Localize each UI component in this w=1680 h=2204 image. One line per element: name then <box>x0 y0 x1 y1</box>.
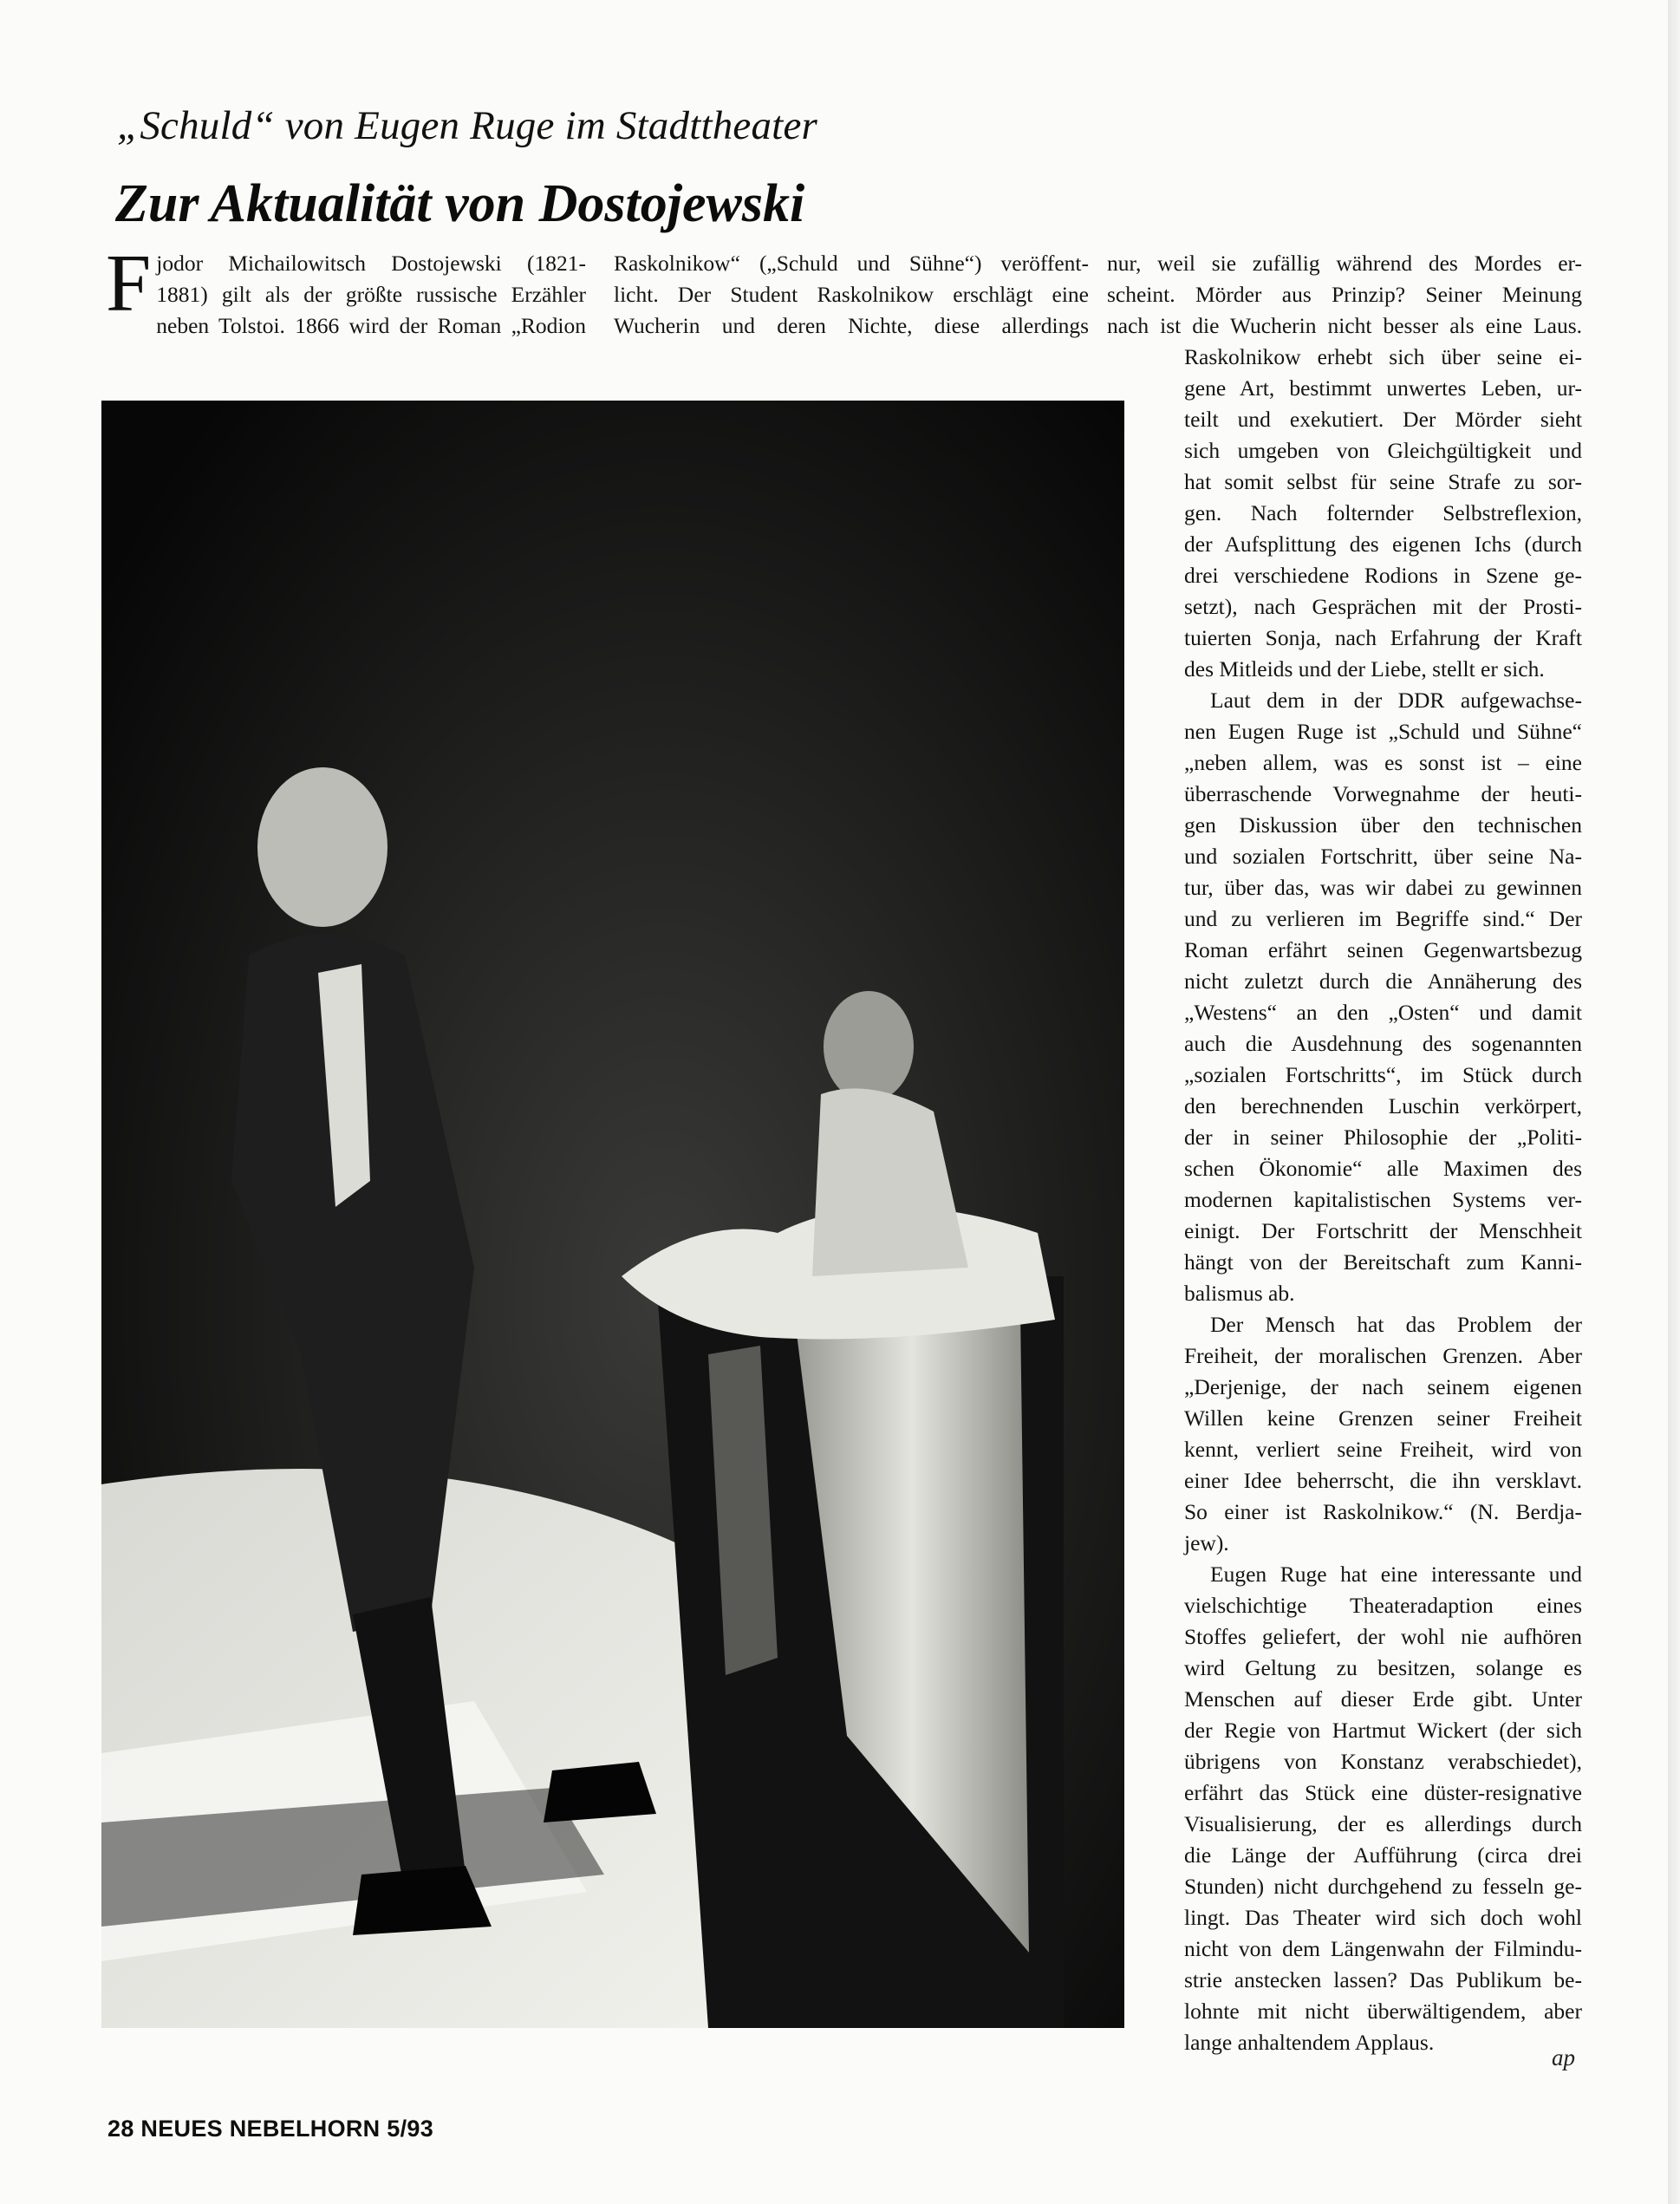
text-line: den berechnenden Luschin verkörpert, <box>1184 1093 1582 1118</box>
text-line: Der Mensch hat das Problem der <box>1210 1312 1582 1337</box>
text-line: Raskolnikow erhebt sich über seine ei- <box>1184 344 1582 369</box>
text-line: tuierten Sonja, nach Erfahrung der Kraft <box>1184 625 1582 650</box>
text-line: wird Geltung zu besitzen, solange es <box>1184 1655 1582 1680</box>
text-line: scheint. Mörder aus Prinzip? Seiner Meinung <box>1107 282 1582 307</box>
text-line: nen Eugen Ruge ist „Schuld und Sühne“ <box>1184 719 1582 744</box>
text-line: gen Diskussion über den technischen <box>1184 812 1582 838</box>
text-line: Stoffes geliefert, der wohl nie aufhören <box>1184 1624 1582 1649</box>
text-line: schen Ökonomie“ alle Maximen des <box>1184 1156 1582 1181</box>
text-line: 1881) gilt als der größte russische Erzähler <box>156 282 586 307</box>
text-line: und sozialen Fortschritt, über seine Na- <box>1184 844 1582 869</box>
text-line: und zu verlieren im Begriffe sind.“ Der <box>1184 906 1582 931</box>
text-line: neben Tolstoi. 1866 wird der Roman „Rodion <box>156 313 586 338</box>
text-line: modernen kapitalistischen Systems ver- <box>1184 1187 1582 1212</box>
text-line: lingt. Das Theater wird sich doch wohl <box>1184 1905 1582 1930</box>
text-line: einigt. Der Fortschritt der Menschheit <box>1184 1218 1582 1243</box>
text-line: jew). <box>1184 1530 1229 1555</box>
text-line: Visualisierung, der es allerdings durch <box>1184 1811 1582 1836</box>
text-line: nicht von dem Längenwahn der Filmindu- <box>1184 1936 1582 1961</box>
text-line: licht. Der Student Raskolnikow erschlägt eine <box>614 282 1089 307</box>
article-headline: Zur Aktualität von Dostojewski <box>115 174 805 233</box>
text-line: der in seiner Philosophie der „Politi- <box>1184 1125 1582 1150</box>
text-line: nach ist die Wucherin nicht besser als eine Laus. <box>1107 313 1582 338</box>
intro-column-2 <box>614 248 1089 342</box>
text-line: nur, weil sie zufällig während des Mordes er- <box>1107 251 1582 276</box>
page-footer: 28 NEUES NEBELHORN 5/93 <box>107 2116 434 2142</box>
text-line: kennt, verliert seine Freiheit, wird von <box>1184 1437 1582 1462</box>
text-line: drei verschiedene Rodions in Szene ge- <box>1184 563 1582 588</box>
text-line: Laut dem in der DDR aufgewachse- <box>1210 688 1582 713</box>
page-edge <box>1668 0 1680 2204</box>
stage-photo-icon <box>101 401 1124 2028</box>
text-line: Stunden) nicht durchgehend zu fesseln ge- <box>1184 1874 1582 1899</box>
text-line: der Regie von Hartmut Wickert (der sich <box>1184 1718 1582 1743</box>
intro-column-1 <box>106 238 586 342</box>
text-line: jodor Michailowitsch Dostojewski (1821- <box>156 251 586 276</box>
text-line: So einer ist Raskolnikow.“ (N. Berdja- <box>1184 1499 1582 1524</box>
text-line: lange anhaltendem Applaus. <box>1184 2030 1435 2055</box>
text-line: übrigens von Konstanz verabschiedet), <box>1184 1749 1582 1774</box>
text-line: auch die Ausdehnung des sogenannten <box>1184 1031 1582 1056</box>
text-line: „Derjenige, der nach seinem eigenen <box>1184 1374 1582 1399</box>
text-line: vielschichtige Theateradaption eines <box>1184 1593 1582 1618</box>
text-line: „Westens“ an den „Osten“ und damit <box>1184 1000 1582 1025</box>
text-line: Eugen Ruge hat eine interessante und <box>1210 1562 1582 1587</box>
text-line: strie anstecken lassen? Das Publikum be- <box>1184 1967 1582 1992</box>
text-line: Raskolnikow“ („Schuld und Sühne“) veröffent- <box>614 251 1089 276</box>
text-line: die Länge der Aufführung (circa drei <box>1184 1842 1582 1868</box>
right-text-column <box>1184 342 1582 2058</box>
text-line: Menschen auf dieser Erde gibt. Unter <box>1184 1686 1582 1712</box>
text-line: gen. Nach folternder Selbstreflexion, <box>1184 500 1582 525</box>
text-line: nicht zuletzt durch die Annäherung des <box>1184 968 1582 994</box>
text-line: lohnte mit nicht überwältigendem, aber <box>1184 1999 1582 2024</box>
text-line: „sozialen Fortschritts“, im Stück durch <box>1184 1062 1582 1087</box>
author-signature: ap <box>1552 2044 1575 2070</box>
text-line: gene Art, bestimmt unwertes Leben, ur- <box>1184 375 1582 401</box>
text-line: Roman erfährt seinen Gegenwartsbezug <box>1184 937 1582 962</box>
text-line: Freiheit, der moralischen Grenzen. Aber <box>1184 1343 1582 1368</box>
text-line: überraschende Vorwegnahme der heuti- <box>1184 781 1582 806</box>
article-kicker: „Schuld“ von Eugen Ruge im Stadttheater <box>117 103 817 148</box>
text-line: „neben allem, was es sonst ist – eine <box>1184 750 1582 775</box>
text-line: sich umgeben von Gleichgültigkeit und <box>1184 438 1582 463</box>
drop-cap: F <box>106 238 152 329</box>
text-line: setzt), nach Gesprächen mit der Prosti- <box>1184 594 1582 619</box>
text-line: hat somit selbst für seine Strafe zu sor- <box>1184 469 1582 494</box>
intro-column-3 <box>1107 248 1582 342</box>
text-line: tur, über das, was wir dabei zu gewinnen <box>1184 875 1582 900</box>
text-line: des Mitleids und der Liebe, stellt er sich. <box>1184 656 1545 681</box>
text-line: Willen keine Grenzen seiner Freiheit <box>1184 1405 1582 1431</box>
text-line: balismus ab. <box>1184 1281 1295 1306</box>
text-line: Wucherin und deren Nichte, diese allerdings <box>614 313 1089 338</box>
text-line: hängt von der Bereitschaft zum Kanni- <box>1184 1249 1582 1275</box>
text-line: erfährt das Stück eine düster-resignative <box>1184 1780 1582 1805</box>
text-line: einer Idee beherrscht, die ihn versklavt. <box>1184 1468 1582 1493</box>
text-line: der Aufsplittung des eigenen Ichs (durch <box>1184 531 1582 557</box>
text-line: teilt und exekutiert. Der Mörder sieht <box>1184 407 1582 432</box>
